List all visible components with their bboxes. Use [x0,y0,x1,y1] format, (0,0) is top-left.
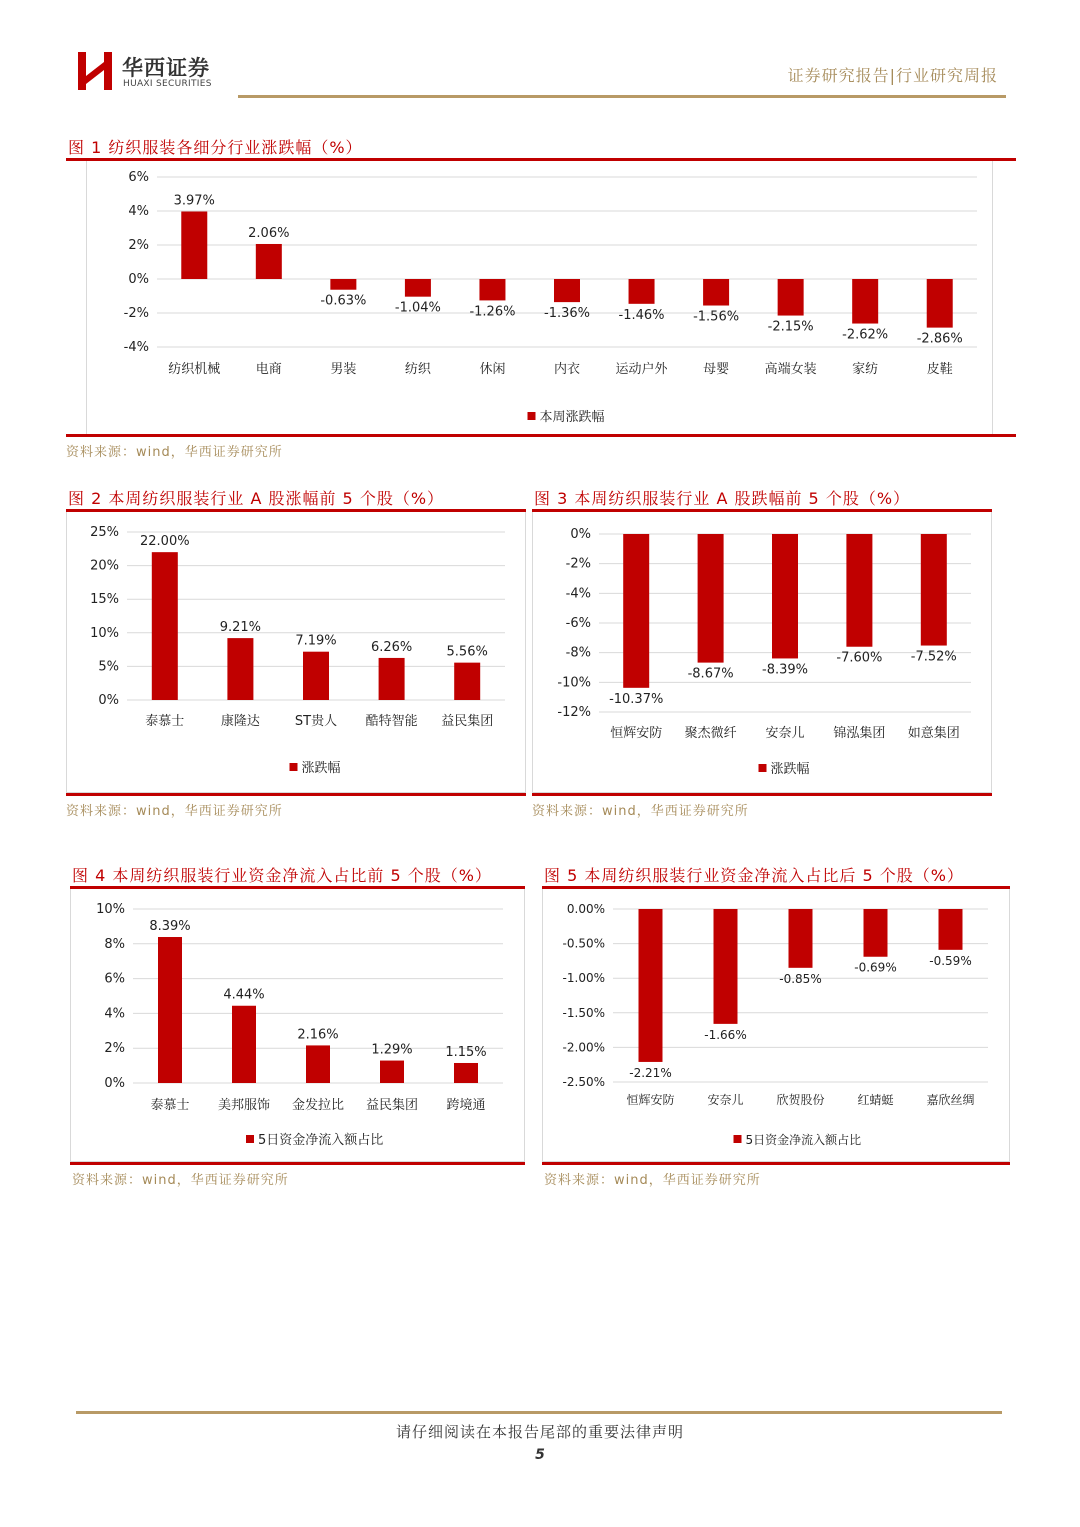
category-label: 恒辉安防 [626,1093,675,1107]
figure-3-frame [532,512,992,793]
category-label: ST贵人 [294,714,338,729]
y-tick-label: 4% [104,1006,125,1022]
figure-5-frame [542,889,1010,1162]
figure-1-source: 资料来源：wind，华西证券研究所 [66,445,283,460]
bar-2 [256,244,282,279]
figure-1-frame [86,161,993,436]
figure-5-chart [543,889,1009,1161]
bar-4 [405,279,431,297]
category-label: 康隆达 [220,714,260,729]
y-tick-label: 4% [128,204,149,219]
bar-4 [864,909,888,957]
data-label: 1.29% [371,1042,413,1058]
category-label: 益民集团 [365,1098,419,1113]
bar-8 [703,279,729,306]
bar-3 [303,652,329,700]
bar-9 [778,279,804,316]
category-label: 嘉欣丝绸 [926,1093,975,1107]
data-label: -2.86% [916,331,963,347]
page-number: 5 [535,1447,545,1463]
figure-4-source: 资料来源：wind，华西证券研究所 [72,1173,289,1188]
bar-10 [852,279,878,324]
bar-2 [714,909,738,1024]
data-label: 8.39% [149,919,191,935]
bar-11 [927,279,953,328]
y-tick-label: -12% [557,705,591,720]
bar-2 [698,534,724,663]
data-label: 2.16% [297,1027,339,1043]
data-label: 6.26% [370,639,413,655]
category-label: 安奈儿 [765,726,805,741]
data-label: -0.69% [854,960,897,975]
y-tick-label: 10% [90,625,119,641]
data-label: -1.46% [618,307,665,323]
y-tick-label: -2.50% [562,1075,605,1089]
figure-2-frame [66,512,526,793]
figure-2-chart [67,512,525,792]
bar-3 [306,1045,330,1083]
figure-1-chart [87,161,992,435]
bar-5 [921,534,947,646]
figure-4-chart [71,889,524,1161]
logo-chinese-name: 华西证券 [122,56,210,80]
data-label: -2.62% [842,327,889,343]
bar-5 [454,663,480,700]
huaxi-logo-icon [78,52,112,90]
category-label: 欣贺股份 [776,1093,825,1107]
legend-swatch [759,764,767,772]
category-label: 电商 [255,362,282,377]
footer-divider [76,1411,1002,1414]
y-tick-label: -2% [123,306,149,321]
y-tick-label: 15% [90,592,119,608]
category-label: 运动户外 [615,362,668,377]
bar-3 [330,279,356,290]
bar-1 [152,552,178,700]
data-label: 22.00% [140,534,190,550]
bar-5 [479,279,505,300]
bar-1 [181,212,207,279]
category-label: 酷特智能 [365,714,418,729]
y-tick-label: 2% [104,1041,125,1057]
bar-7 [629,279,655,304]
data-label: -7.52% [910,649,957,665]
figure-3-source: 资料来源：wind，华西证券研究所 [532,804,749,819]
category-label: 纺织机械 [168,362,221,377]
figure-5-source: 资料来源：wind，华西证券研究所 [544,1173,761,1188]
y-tick-label: 0% [98,693,119,708]
category-label: 休闲 [479,362,506,377]
legend-swatch [734,1135,742,1143]
y-tick-label: -10% [557,675,591,691]
data-label: -1.66% [704,1027,747,1042]
bar-3 [772,534,798,658]
legal-notice: 请仔细阅读在本报告尾部的重要法律声明 [395,1423,684,1441]
data-label: -1.36% [544,306,590,322]
category-label: 聚杰微纤 [684,726,737,741]
y-tick-label: -1.50% [562,1005,605,1020]
category-label: 安奈儿 [707,1093,744,1107]
data-label: 4.44% [223,987,265,1003]
report-type-label: 证券研究报告|行业研究周报 [787,66,998,85]
data-label: 5.56% [446,644,488,660]
data-label: -0.85% [779,971,822,986]
data-label: -1.26% [469,304,516,320]
data-label: 3.97% [173,193,215,209]
figure-2-bottom-rule [66,793,526,796]
y-tick-label: 2% [128,238,149,253]
data-label: 7.19% [295,633,337,649]
bar-5 [939,909,963,950]
figure-4-bottom-rule [70,1162,525,1165]
figure-4-title: 图 4 本周纺织服装行业资金净流入占比前 5 个股（%） [72,866,492,885]
data-label: 9.21% [219,620,262,636]
data-label: -1.04% [394,300,441,316]
legend-label: 5日资金净流入额占比 [745,1133,862,1147]
bar-4 [380,1061,404,1083]
y-tick-label: -6% [565,616,591,631]
y-tick-label: -0.50% [562,936,605,951]
header-divider [238,95,1006,98]
figure-3-bottom-rule [532,793,992,796]
bar-2 [232,1006,256,1083]
bar-4 [846,534,872,647]
y-tick-label: 0% [570,527,591,542]
category-label: 跨境通 [446,1098,486,1113]
data-label: -1.56% [693,309,740,325]
category-label: 家纺 [852,362,879,377]
bar-1 [639,909,663,1062]
legend-label: 本周涨跌幅 [539,410,605,425]
bar-4 [379,658,405,700]
y-tick-label: 5% [98,659,119,675]
figure-3-title: 图 3 本周纺织服装行业 A 股跌幅前 5 个股（%） [534,489,911,508]
y-tick-label: 0% [104,1076,125,1091]
y-tick-label: 10% [96,902,125,917]
y-tick-label: -4% [123,340,149,355]
bar-6 [554,279,580,302]
legend-swatch [528,412,536,420]
y-tick-label: 6% [104,971,125,987]
figure-1-title: 图 1 纺织服装各细分行业涨跌幅（%） [68,138,363,157]
y-tick-label: 8% [104,936,125,952]
category-label: 纺织 [404,362,431,377]
y-tick-label: -2.00% [562,1040,605,1055]
legend-swatch [246,1135,254,1143]
bar-1 [158,937,182,1083]
data-label: -8.39% [762,662,808,678]
figure-2-title: 图 2 本周纺织服装行业 A 股涨幅前 5 个股（%） [68,489,445,508]
category-label: 金发拉比 [291,1098,345,1113]
legend-label: 涨跌幅 [301,761,341,776]
category-label: 美邦服饰 [217,1098,271,1113]
category-label: 皮鞋 [926,362,953,377]
data-label: -2.15% [767,319,814,335]
category-label: 男装 [330,362,357,377]
data-label: -0.59% [929,953,972,968]
y-tick-label: -4% [565,586,591,602]
figure-3-chart [533,512,991,792]
y-tick-label: 20% [90,558,119,574]
y-tick-label: -8% [565,645,591,661]
logo-english-name: HUAXI SECURITIES [123,79,212,89]
figure-5-title: 图 5 本周纺织服装行业资金净流入占比后 5 个股（%） [544,866,964,885]
legend-label: 涨跌幅 [770,762,810,777]
data-label: 2.06% [248,225,290,241]
category-label: 益民集团 [441,714,494,729]
y-tick-label: -2% [565,556,591,572]
data-label: -8.67% [687,666,734,682]
y-tick-label: 0% [128,272,149,287]
bar-3 [789,909,813,968]
data-label: -7.60% [836,650,883,666]
legend-swatch [290,763,298,771]
data-label: -2.21% [629,1065,672,1080]
category-label: 高端女装 [764,362,817,377]
figure-2-source: 资料来源：wind，华西证券研究所 [66,804,283,819]
category-label: 内衣 [553,362,581,377]
category-label: 泰慕士 [145,714,185,729]
figure-1-bottom-rule [66,434,1016,437]
category-label: 泰慕士 [150,1098,190,1113]
category-label: 母婴 [703,362,730,377]
data-label: 1.15% [445,1044,487,1060]
bar-1 [623,534,649,688]
category-label: 锦泓集团 [833,726,886,741]
y-tick-label: 0.00% [566,902,605,916]
category-label: 恒辉安防 [610,726,663,741]
legend-label: 5日资金净流入额占比 [258,1133,384,1148]
y-tick-label: 25% [90,525,119,540]
category-label: 如意集团 [907,726,960,741]
data-label: -10.37% [609,691,664,707]
figure-4-frame [70,889,525,1162]
bar-2 [227,638,253,700]
category-label: 红蜻蜓 [857,1093,894,1107]
bar-5 [454,1063,478,1083]
y-tick-label: 6% [128,170,149,185]
y-tick-label: -1.00% [562,971,605,986]
figure-5-bottom-rule [542,1162,1010,1165]
data-label: -0.63% [320,293,367,309]
